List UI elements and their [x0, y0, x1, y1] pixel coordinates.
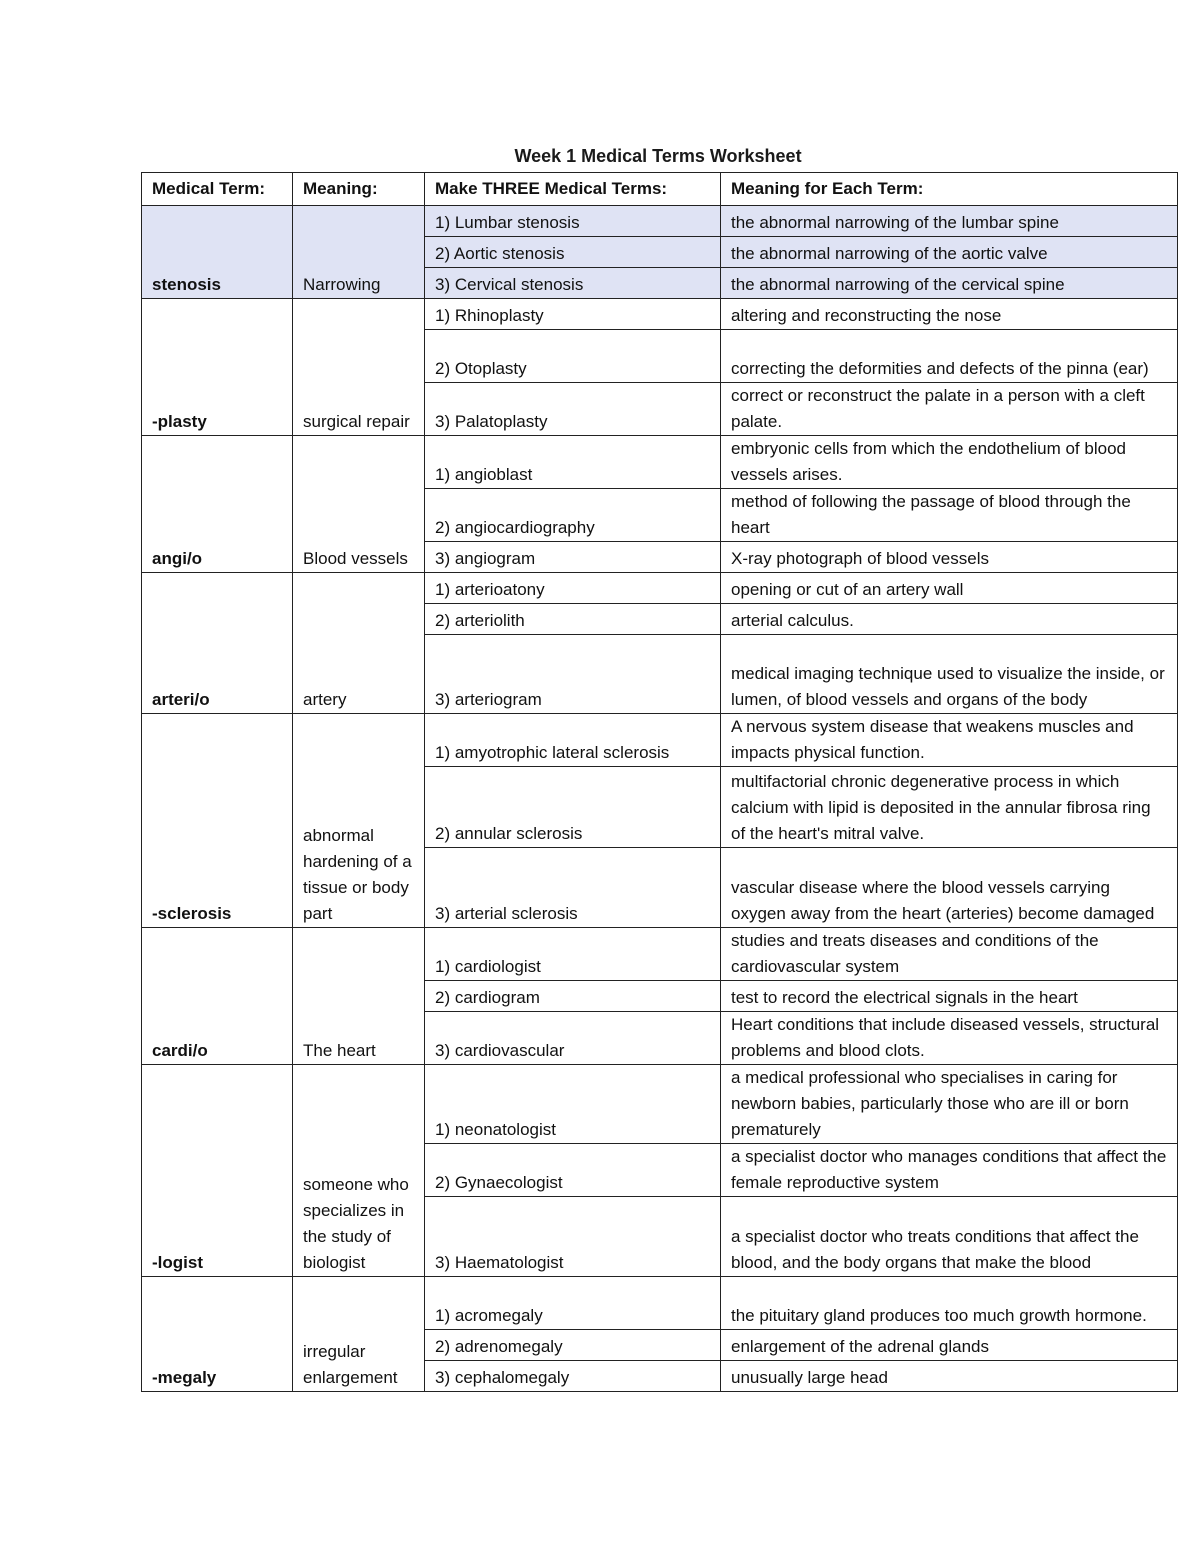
derived-term-cell: 1) angioblast — [425, 436, 721, 489]
table-row — [142, 299, 1178, 330]
derived-term-cell: 1) neonatologist — [425, 1065, 721, 1144]
meaning-cell: irregular enlargement — [293, 1277, 425, 1392]
definition-cell: altering and reconstructing the nose — [721, 299, 1178, 330]
definition-cell: multifactorial chronic degenerative process in which calcium with lipid is deposited in the annular fibrosa ring of the heart's mitral valve. — [721, 767, 1178, 848]
derived-term-cell: 2) angiocardiography — [425, 489, 721, 542]
definition-cell: method of following the passage of blood through the heart — [721, 489, 1178, 542]
derived-term-cell: 2) Aortic stenosis — [425, 237, 721, 268]
definition-cell: correct or reconstruct the palate in a person with a cleft palate. — [721, 383, 1178, 436]
terms-table — [141, 172, 1178, 1392]
medical-term-cell: arteri/o — [142, 573, 293, 714]
meaning-cell: The heart — [293, 928, 425, 1065]
table-row — [142, 206, 1178, 237]
derived-term-cell: 1) acromegaly — [425, 1277, 721, 1330]
derived-term-cell: 2) annular sclerosis — [425, 767, 721, 848]
table-row — [142, 436, 1178, 489]
derived-term-cell: 3) arteriogram — [425, 635, 721, 714]
derived-term-cell: 1) arterioatony — [425, 573, 721, 604]
derived-term-cell: 2) Gynaecologist — [425, 1144, 721, 1197]
derived-term-cell: 1) cardiologist — [425, 928, 721, 981]
header-each: Meaning for Each Term: — [721, 173, 1178, 206]
derived-term-cell: 3) cardiovascular — [425, 1012, 721, 1065]
definition-cell: a medical professional who specialises in caring for newborn babies, particularly those who are ill or born prematurely — [721, 1065, 1178, 1144]
header-meaning: Meaning: — [293, 173, 425, 206]
header-row — [142, 173, 1178, 206]
definition-cell: a specialist doctor who manages conditions that affect the female reproductive system — [721, 1144, 1178, 1197]
derived-term-cell: 2) cardiogram — [425, 981, 721, 1012]
definition-cell: correcting the deformities and defects of the pinna (ear) — [721, 330, 1178, 383]
derived-term-cell: 1) Lumbar stenosis — [425, 206, 721, 237]
derived-term-cell: 2) adrenomegaly — [425, 1330, 721, 1361]
derived-term-cell: 3) Palatoplasty — [425, 383, 721, 436]
definition-cell: the abnormal narrowing of the cervical spine — [721, 268, 1178, 299]
definition-cell: a specialist doctor who treats conditions that affect the blood, and the body organs that make the blood — [721, 1197, 1178, 1277]
derived-term-cell: 2) arteriolith — [425, 604, 721, 635]
derived-term-cell: 3) arterial sclerosis — [425, 848, 721, 928]
table-row — [142, 928, 1178, 981]
definition-cell: unusually large head — [721, 1361, 1178, 1392]
definition-cell: embryonic cells from which the endothelium of blood vessels arises. — [721, 436, 1178, 489]
derived-term-cell: 3) Cervical stenosis — [425, 268, 721, 299]
derived-term-cell: 2) Otoplasty — [425, 330, 721, 383]
derived-term-cell: 3) Haematologist — [425, 1197, 721, 1277]
definition-cell: test to record the electrical signals in the heart — [721, 981, 1178, 1012]
definition-cell: the pituitary gland produces too much growth hormone. — [721, 1277, 1178, 1330]
definition-cell: vascular disease where the blood vessels carrying oxygen away from the heart (arteries) become damaged — [721, 848, 1178, 928]
table-row — [142, 714, 1178, 767]
derived-term-cell: 1) amyotrophic lateral sclerosis — [425, 714, 721, 767]
medical-term-cell: -plasty — [142, 299, 293, 436]
table-body — [142, 206, 1178, 1392]
definition-cell: opening or cut of an artery wall — [721, 573, 1178, 604]
header-term: Medical Term: — [142, 173, 293, 206]
medical-term-cell: cardi/o — [142, 928, 293, 1065]
definition-cell: enlargement of the adrenal glands — [721, 1330, 1178, 1361]
definition-cell: A nervous system disease that weakens muscles and impacts physical function. — [721, 714, 1178, 767]
table-row — [142, 573, 1178, 604]
medical-term-cell: -megaly — [142, 1277, 293, 1392]
derived-term-cell: 1) Rhinoplasty — [425, 299, 721, 330]
medical-term-cell: angi/o — [142, 436, 293, 573]
definition-cell: the abnormal narrowing of the lumbar spine — [721, 206, 1178, 237]
definition-cell: X-ray photograph of blood vessels — [721, 542, 1178, 573]
header-make: Make THREE Medical Terms: — [425, 173, 721, 206]
medical-term-cell: stenosis — [142, 206, 293, 299]
meaning-cell: abnormal hardening of a tissue or body part — [293, 714, 425, 928]
meaning-cell: Narrowing — [293, 206, 425, 299]
table-row — [142, 1065, 1178, 1144]
derived-term-cell: 3) cephalomegaly — [425, 1361, 721, 1392]
definition-cell: medical imaging technique used to visualize the inside, or lumen, of blood vessels and organs of the body — [721, 635, 1178, 714]
medical-term-cell: -logist — [142, 1065, 293, 1277]
meaning-cell: Blood vessels — [293, 436, 425, 573]
derived-term-cell: 3) angiogram — [425, 542, 721, 573]
meaning-cell: someone who specializes in the study of biologist — [293, 1065, 425, 1277]
definition-cell: studies and treats diseases and conditions of the cardiovascular system — [721, 928, 1178, 981]
page-title: Week 1 Medical Terms Worksheet — [514, 146, 802, 166]
table-row — [142, 1277, 1178, 1330]
meaning-cell: artery — [293, 573, 425, 714]
definition-cell: the abnormal narrowing of the aortic valve — [721, 237, 1178, 268]
definition-cell: arterial calculus. — [721, 604, 1178, 635]
medical-term-cell: -sclerosis — [142, 714, 293, 928]
meaning-cell: surgical repair — [293, 299, 425, 436]
definition-cell: Heart conditions that include diseased vessels, structural problems and blood clots. — [721, 1012, 1178, 1065]
